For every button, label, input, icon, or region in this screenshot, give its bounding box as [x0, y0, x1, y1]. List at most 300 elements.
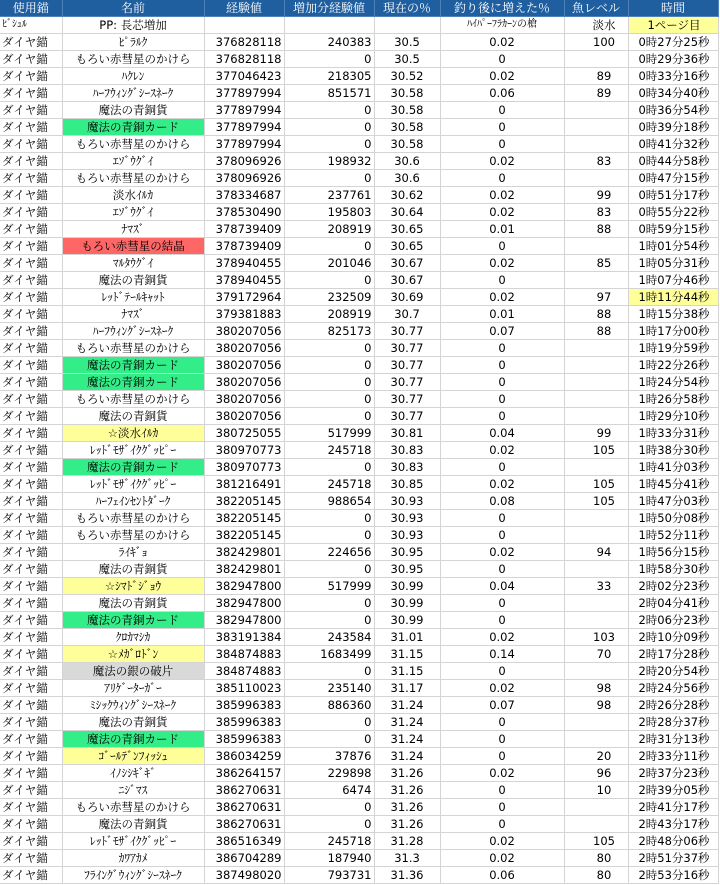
cell-exp-gain[interactable]: 0 — [284, 119, 374, 136]
cell-exp[interactable]: 378096926 — [204, 170, 284, 187]
cell-time[interactable]: 0時39分18秒 — [628, 119, 718, 136]
cell-name[interactable]: 魔法の青銅カード — [62, 612, 204, 629]
cell-rod[interactable]: ダイヤ錨 — [0, 799, 62, 816]
cell-current-percent[interactable]: 30.65 — [374, 221, 440, 238]
cell-time[interactable]: 1時07分46秒 — [628, 272, 718, 289]
cell-current-percent[interactable]: 30.83 — [374, 442, 440, 459]
cell-fish-level[interactable] — [564, 340, 628, 357]
cell-fish-level[interactable] — [564, 731, 628, 748]
cell-percent-gain[interactable]: 0 — [440, 561, 564, 578]
cell-exp[interactable]: 382947800 — [204, 612, 284, 629]
cell-name[interactable]: ｶﾜｱｶﾒ — [62, 850, 204, 867]
cell-fish-level[interactable] — [564, 510, 628, 527]
cell-percent-gain[interactable]: 0 — [440, 748, 564, 765]
cell-exp[interactable]: 380207056 — [204, 340, 284, 357]
cell-exp-gain[interactable]: 0 — [284, 527, 374, 544]
cell-fish-level[interactable] — [564, 102, 628, 119]
cell-current-percent[interactable]: 30.83 — [374, 459, 440, 476]
cell-percent-gain[interactable]: 0 — [440, 357, 564, 374]
cell-current-percent[interactable]: 31.15 — [374, 646, 440, 663]
cell-rod[interactable]: ダイヤ錨 — [0, 323, 62, 340]
cell-fish-level[interactable] — [564, 357, 628, 374]
cell-fish-level[interactable] — [564, 714, 628, 731]
cell-current-percent[interactable]: 30.93 — [374, 527, 440, 544]
cell-current-percent[interactable]: 30.77 — [374, 340, 440, 357]
cell-name[interactable]: もろい赤彗星のかけら — [62, 510, 204, 527]
cell-name[interactable]: ｲﾉｼｼｷﾞｷﾞ — [62, 765, 204, 782]
cell-exp-gain[interactable]: 218305 — [284, 68, 374, 85]
cell-exp[interactable]: 386516349 — [204, 833, 284, 850]
cell-current-percent[interactable]: 31.24 — [374, 697, 440, 714]
header-exp[interactable]: 経験値 — [204, 0, 284, 17]
cell-name[interactable]: ﾆｼﾞﾏｽ — [62, 782, 204, 799]
cell-rod[interactable]: ダイヤ錨 — [0, 374, 62, 391]
cell-exp[interactable]: 384874883 — [204, 663, 284, 680]
cell-fish-level[interactable]: 97 — [564, 289, 628, 306]
cell-exp-gain[interactable]: 793731 — [284, 867, 374, 884]
cell-current-percent[interactable]: 30.62 — [374, 187, 440, 204]
cell-rod[interactable]: ダイヤ錨 — [0, 255, 62, 272]
cell-time[interactable]: 1時33分31秒 — [628, 425, 718, 442]
cell-exp-gain[interactable]: 825173 — [284, 323, 374, 340]
cell-fish-level[interactable]: 88 — [564, 323, 628, 340]
cell-rod[interactable]: ダイヤ錨 — [0, 119, 62, 136]
cell-exp-gain[interactable]: 0 — [284, 357, 374, 374]
cell-time[interactable]: 1時22分26秒 — [628, 357, 718, 374]
cell-exp[interactable]: 386270631 — [204, 799, 284, 816]
cell-fish-level[interactable]: 89 — [564, 85, 628, 102]
cell-name[interactable]: ☆淡水ｲﾙｶ — [62, 425, 204, 442]
subheader-lure[interactable]: ﾋﾞｼｭﾙ — [0, 17, 62, 34]
cell-percent-gain[interactable]: 0 — [440, 170, 564, 187]
cell-percent-gain[interactable]: 0.02 — [440, 34, 564, 51]
cell-exp[interactable]: 379172964 — [204, 289, 284, 306]
cell-percent-gain[interactable]: 0 — [440, 408, 564, 425]
cell-rod[interactable]: ダイヤ錨 — [0, 459, 62, 476]
cell-exp-gain[interactable]: 0 — [284, 799, 374, 816]
cell-exp[interactable]: 382205145 — [204, 510, 284, 527]
cell-rod[interactable]: ダイヤ錨 — [0, 238, 62, 255]
cell-current-percent[interactable]: 30.64 — [374, 204, 440, 221]
cell-rod[interactable]: ダイヤ錨 — [0, 493, 62, 510]
cell-name[interactable]: ﾏﾙﾀｳｸﾞｲ — [62, 255, 204, 272]
cell-fish-level[interactable]: 105 — [564, 833, 628, 850]
cell-percent-gain[interactable]: 0 — [440, 119, 564, 136]
cell-name[interactable]: ﾊｰﾌｳｨﾝｸﾞｼｰｽﾈｰｸ — [62, 85, 204, 102]
cell-fish-level[interactable]: 98 — [564, 680, 628, 697]
cell-exp[interactable]: 385996383 — [204, 714, 284, 731]
cell-name[interactable]: ｺﾞｰﾙﾃﾞﾝﾌｨｯｼｭ — [62, 748, 204, 765]
cell-time[interactable]: 0時55分22秒 — [628, 204, 718, 221]
cell-current-percent[interactable]: 31.17 — [374, 680, 440, 697]
cell-fish-level[interactable]: 100 — [564, 34, 628, 51]
cell-exp[interactable]: 386034259 — [204, 748, 284, 765]
cell-exp[interactable]: 383191384 — [204, 629, 284, 646]
header-rod[interactable]: 使用錨 — [0, 0, 62, 17]
cell-fish-level[interactable] — [564, 595, 628, 612]
cell-current-percent[interactable]: 30.58 — [374, 136, 440, 153]
cell-exp-gain[interactable]: 0 — [284, 170, 374, 187]
cell-current-percent[interactable]: 30.99 — [374, 578, 440, 595]
cell-percent-gain[interactable]: 0 — [440, 612, 564, 629]
cell-rod[interactable]: ダイヤ錨 — [0, 850, 62, 867]
cell-current-percent[interactable]: 30.77 — [374, 357, 440, 374]
cell-exp-gain[interactable]: 201046 — [284, 255, 374, 272]
cell-fish-level[interactable]: 70 — [564, 646, 628, 663]
cell-rod[interactable]: ダイヤ錨 — [0, 816, 62, 833]
cell-exp-gain[interactable]: 37876 — [284, 748, 374, 765]
cell-exp[interactable]: 380725055 — [204, 425, 284, 442]
header-percent-gain[interactable]: 釣り後に増えた％ — [440, 0, 564, 17]
cell-exp-gain[interactable]: 517999 — [284, 425, 374, 442]
cell-name[interactable]: もろい赤彗星のかけら — [62, 799, 204, 816]
header-exp-gain[interactable]: 増加分経験値 — [284, 0, 374, 17]
cell-name[interactable]: ｴｿﾞｳｸﾞｲ — [62, 153, 204, 170]
cell-time[interactable]: 2時39分05秒 — [628, 782, 718, 799]
cell-rod[interactable]: ダイヤ錨 — [0, 170, 62, 187]
cell-percent-gain[interactable]: 0 — [440, 391, 564, 408]
cell-name[interactable]: ﾌﾗｲﾝｸﾞｳｨﾝｸﾞｼｰｽﾈｰｸ — [62, 867, 204, 884]
cell-time[interactable]: 2時26分28秒 — [628, 697, 718, 714]
cell-name[interactable]: 淡水ｲﾙｶ — [62, 187, 204, 204]
cell-exp-gain[interactable]: 243584 — [284, 629, 374, 646]
cell-exp-gain[interactable]: 229898 — [284, 765, 374, 782]
cell-exp[interactable]: 380207056 — [204, 323, 284, 340]
cell-exp[interactable]: 378096926 — [204, 153, 284, 170]
cell-current-percent[interactable]: 30.58 — [374, 102, 440, 119]
cell-fish-level[interactable]: 103 — [564, 629, 628, 646]
cell-exp-gain[interactable]: 245718 — [284, 833, 374, 850]
cell-percent-gain[interactable]: 0.02 — [440, 629, 564, 646]
cell-percent-gain[interactable]: 0 — [440, 374, 564, 391]
cell-exp[interactable]: 378739409 — [204, 238, 284, 255]
cell-fish-level[interactable] — [564, 136, 628, 153]
cell-rod[interactable]: ダイヤ錨 — [0, 680, 62, 697]
cell-fish-level[interactable] — [564, 459, 628, 476]
cell-exp[interactable]: 377897994 — [204, 136, 284, 153]
cell-percent-gain[interactable]: 0.02 — [440, 187, 564, 204]
cell-percent-gain[interactable]: 0.02 — [440, 680, 564, 697]
cell-current-percent[interactable]: 30.93 — [374, 493, 440, 510]
cell-rod[interactable]: ダイヤ錨 — [0, 612, 62, 629]
cell-exp[interactable]: 385996383 — [204, 697, 284, 714]
cell-exp[interactable]: 387498020 — [204, 867, 284, 884]
cell-fish-level[interactable] — [564, 391, 628, 408]
cell-name[interactable]: 魔法の青銅貨 — [62, 272, 204, 289]
cell-time[interactable]: 1時56分15秒 — [628, 544, 718, 561]
cell-current-percent[interactable]: 30.85 — [374, 476, 440, 493]
cell-percent-gain[interactable]: 0.01 — [440, 306, 564, 323]
cell-exp-gain[interactable]: 886360 — [284, 697, 374, 714]
cell-name[interactable]: ﾋﾟﾗﾙｸ — [62, 34, 204, 51]
cell-exp[interactable]: 386270631 — [204, 782, 284, 799]
cell-current-percent[interactable]: 30.77 — [374, 408, 440, 425]
cell-fish-level[interactable] — [564, 170, 628, 187]
subheader-freshwater[interactable]: 淡水 — [564, 17, 628, 34]
cell-exp-gain[interactable]: 224656 — [284, 544, 374, 561]
cell-exp-gain[interactable]: 0 — [284, 136, 374, 153]
cell-name[interactable]: ﾐｼｯｸｳｨﾝｸﾞｼｰｽﾈｰｸ — [62, 697, 204, 714]
cell-time[interactable]: 0時29分36秒 — [628, 51, 718, 68]
cell-time[interactable]: 1時29分10秒 — [628, 408, 718, 425]
cell-exp[interactable]: 385110023 — [204, 680, 284, 697]
cell-current-percent[interactable]: 30.6 — [374, 170, 440, 187]
header-current-percent[interactable]: 現在の％ — [374, 0, 440, 17]
cell-time[interactable]: 1時01分54秒 — [628, 238, 718, 255]
cell-time[interactable]: 0時34分40秒 — [628, 85, 718, 102]
cell-fish-level[interactable] — [564, 799, 628, 816]
cell-current-percent[interactable]: 31.3 — [374, 850, 440, 867]
cell-name[interactable]: ﾚｯﾄﾞﾓｻﾞｲｸｸﾞｯﾋﾟｰ — [62, 476, 204, 493]
cell-percent-gain[interactable]: 0.02 — [440, 765, 564, 782]
cell-exp[interactable]: 382429801 — [204, 561, 284, 578]
cell-exp-gain[interactable]: 208919 — [284, 221, 374, 238]
cell-exp-gain[interactable]: 0 — [284, 374, 374, 391]
cell-exp[interactable]: 380207056 — [204, 408, 284, 425]
cell-name[interactable]: もろい赤彗星のかけら — [62, 340, 204, 357]
cell-time[interactable]: 1時47分03秒 — [628, 493, 718, 510]
cell-current-percent[interactable]: 31.26 — [374, 765, 440, 782]
cell-current-percent[interactable]: 30.58 — [374, 119, 440, 136]
cell-rod[interactable]: ダイヤ錨 — [0, 408, 62, 425]
cell-exp[interactable]: 378940455 — [204, 272, 284, 289]
cell-exp[interactable]: 384874883 — [204, 646, 284, 663]
cell-exp[interactable]: 380207056 — [204, 357, 284, 374]
cell-percent-gain[interactable]: 0.04 — [440, 425, 564, 442]
cell-time[interactable]: 0時51分17秒 — [628, 187, 718, 204]
cell-exp-gain[interactable]: 245718 — [284, 442, 374, 459]
cell-percent-gain[interactable]: 0.02 — [440, 153, 564, 170]
cell-exp-gain[interactable]: 851571 — [284, 85, 374, 102]
cell-rod[interactable]: ダイヤ錨 — [0, 476, 62, 493]
cell-percent-gain[interactable]: 0 — [440, 51, 564, 68]
cell-current-percent[interactable]: 30.99 — [374, 595, 440, 612]
cell-rod[interactable]: ダイヤ錨 — [0, 204, 62, 221]
cell-time[interactable]: 2時02分23秒 — [628, 578, 718, 595]
cell-name[interactable]: ﾚｯﾄﾞﾓｻﾞｲｸｸﾞｯﾋﾟｰ — [62, 442, 204, 459]
cell-exp[interactable]: 377897994 — [204, 119, 284, 136]
cell-exp[interactable]: 386270631 — [204, 816, 284, 833]
cell-rod[interactable]: ダイヤ錨 — [0, 357, 62, 374]
cell-current-percent[interactable]: 30.6 — [374, 153, 440, 170]
cell-exp[interactable]: 378739409 — [204, 221, 284, 238]
cell-time[interactable]: 1時15分38秒 — [628, 306, 718, 323]
cell-rod[interactable]: ダイヤ錨 — [0, 136, 62, 153]
cell-exp[interactable]: 382947800 — [204, 595, 284, 612]
subheader-spear[interactable]: ﾊｲﾊﾟｰﾌﾗｶｰﾝの槍 — [440, 17, 564, 34]
cell-percent-gain[interactable]: 0 — [440, 510, 564, 527]
cell-exp-gain[interactable]: 0 — [284, 731, 374, 748]
cell-time[interactable]: 1時19分59秒 — [628, 340, 718, 357]
cell-exp[interactable]: 377897994 — [204, 85, 284, 102]
cell-rod[interactable]: ダイヤ錨 — [0, 833, 62, 850]
cell-rod[interactable]: ダイヤ錨 — [0, 442, 62, 459]
cell-rod[interactable]: ダイヤ錨 — [0, 697, 62, 714]
cell-percent-gain[interactable]: 0 — [440, 102, 564, 119]
cell-fish-level[interactable]: 99 — [564, 187, 628, 204]
cell-fish-level[interactable] — [564, 816, 628, 833]
cell-name[interactable]: ☆ｼﾏﾄﾞｼﾞｮｳ — [62, 578, 204, 595]
cell-exp[interactable]: 380970773 — [204, 442, 284, 459]
cell-current-percent[interactable]: 30.69 — [374, 289, 440, 306]
cell-percent-gain[interactable]: 0 — [440, 731, 564, 748]
cell-rod[interactable]: ダイヤ錨 — [0, 34, 62, 51]
cell-percent-gain[interactable]: 0.08 — [440, 493, 564, 510]
subheader-page[interactable]: 1ページ目 — [628, 17, 718, 34]
cell-name[interactable]: 魔法の青銅カード — [62, 731, 204, 748]
cell-rod[interactable]: ダイヤ錨 — [0, 748, 62, 765]
cell-percent-gain[interactable]: 0 — [440, 595, 564, 612]
cell-exp-gain[interactable]: 6474 — [284, 782, 374, 799]
cell-name[interactable]: 魔法の青銅貨 — [62, 816, 204, 833]
cell-exp-gain[interactable]: 517999 — [284, 578, 374, 595]
cell-time[interactable]: 2時17分28秒 — [628, 646, 718, 663]
cell-fish-level[interactable]: 20 — [564, 748, 628, 765]
cell-time[interactable]: 2時06分23秒 — [628, 612, 718, 629]
cell-exp[interactable]: 378940455 — [204, 255, 284, 272]
cell-time[interactable]: 2時10分09秒 — [628, 629, 718, 646]
cell-time[interactable]: 0時47分15秒 — [628, 170, 718, 187]
cell-exp-gain[interactable]: 0 — [284, 340, 374, 357]
cell-time[interactable]: 2時28分37秒 — [628, 714, 718, 731]
cell-fish-level[interactable]: 105 — [564, 442, 628, 459]
cell-current-percent[interactable]: 30.77 — [374, 374, 440, 391]
cell-current-percent[interactable]: 31.26 — [374, 799, 440, 816]
cell-time[interactable]: 2時24分56秒 — [628, 680, 718, 697]
cell-exp[interactable]: 377897994 — [204, 102, 284, 119]
cell-fish-level[interactable]: 105 — [564, 476, 628, 493]
cell-fish-level[interactable]: 88 — [564, 306, 628, 323]
cell-rod[interactable]: ダイヤ錨 — [0, 68, 62, 85]
cell-current-percent[interactable]: 31.26 — [374, 816, 440, 833]
cell-rod[interactable]: ダイヤ錨 — [0, 663, 62, 680]
cell-exp-gain[interactable]: 0 — [284, 408, 374, 425]
cell-current-percent[interactable]: 31.28 — [374, 833, 440, 850]
cell-exp-gain[interactable]: 0 — [284, 51, 374, 68]
cell-percent-gain[interactable]: 0.06 — [440, 867, 564, 884]
cell-name[interactable]: 魔法の青銅貨 — [62, 595, 204, 612]
cell-rod[interactable]: ダイヤ錨 — [0, 272, 62, 289]
cell-exp[interactable]: 380970773 — [204, 459, 284, 476]
cell-current-percent[interactable]: 31.01 — [374, 629, 440, 646]
cell-fish-level[interactable] — [564, 119, 628, 136]
cell-rod[interactable]: ダイヤ錨 — [0, 51, 62, 68]
cell-rod[interactable]: ダイヤ錨 — [0, 544, 62, 561]
cell-current-percent[interactable]: 30.58 — [374, 85, 440, 102]
cell-name[interactable]: ﾊｰﾌｪｲﾝｾﾝﾄﾀﾞｰｸ — [62, 493, 204, 510]
cell-fish-level[interactable]: 80 — [564, 867, 628, 884]
cell-exp-gain[interactable]: 0 — [284, 459, 374, 476]
cell-time[interactable]: 2時31分13秒 — [628, 731, 718, 748]
cell-time[interactable]: 2時51分37秒 — [628, 850, 718, 867]
cell-name[interactable]: もろい赤彗星のかけら — [62, 136, 204, 153]
cell-name[interactable]: ☆ﾒｶﾞﾛﾄﾞﾝ — [62, 646, 204, 663]
cell-fish-level[interactable]: 83 — [564, 204, 628, 221]
cell-fish-level[interactable]: 96 — [564, 765, 628, 782]
cell-fish-level[interactable] — [564, 272, 628, 289]
cell-rod[interactable]: ダイヤ錨 — [0, 187, 62, 204]
cell-rod[interactable]: ダイヤ錨 — [0, 867, 62, 884]
cell-name[interactable]: 魔法の青銅カード — [62, 119, 204, 136]
cell-exp[interactable]: 386264157 — [204, 765, 284, 782]
cell-current-percent[interactable]: 30.65 — [374, 238, 440, 255]
cell-percent-gain[interactable]: 0.02 — [440, 255, 564, 272]
cell-rod[interactable]: ダイヤ錨 — [0, 714, 62, 731]
cell-exp-gain[interactable]: 187940 — [284, 850, 374, 867]
cell-rod[interactable]: ダイヤ錨 — [0, 527, 62, 544]
cell-current-percent[interactable]: 31.24 — [374, 714, 440, 731]
cell-fish-level[interactable] — [564, 238, 628, 255]
cell-rod[interactable]: ダイヤ錨 — [0, 765, 62, 782]
cell-name[interactable]: もろい赤彗星の結晶 — [62, 238, 204, 255]
cell-percent-gain[interactable]: 0.14 — [440, 646, 564, 663]
header-time[interactable]: 時間 — [628, 0, 718, 17]
cell-percent-gain[interactable]: 0 — [440, 527, 564, 544]
cell-time[interactable]: 1時17分00秒 — [628, 323, 718, 340]
cell-fish-level[interactable] — [564, 408, 628, 425]
cell-name[interactable]: ﾚｯﾄﾞﾃｰﾙｷｬｯﾄ — [62, 289, 204, 306]
cell-exp[interactable]: 385996383 — [204, 731, 284, 748]
cell-time[interactable]: 2時04分41秒 — [628, 595, 718, 612]
cell-exp-gain[interactable]: 235140 — [284, 680, 374, 697]
cell-fish-level[interactable]: 98 — [564, 697, 628, 714]
cell-rod[interactable]: ダイヤ錨 — [0, 646, 62, 663]
cell-percent-gain[interactable]: 0.02 — [440, 544, 564, 561]
cell-exp-gain[interactable]: 0 — [284, 272, 374, 289]
cell-current-percent[interactable]: 30.5 — [374, 51, 440, 68]
subheader-pp[interactable]: PP: 長芯増加 — [62, 17, 204, 34]
cell-fish-level[interactable] — [564, 612, 628, 629]
cell-fish-level[interactable]: 33 — [564, 578, 628, 595]
cell-fish-level[interactable]: 83 — [564, 153, 628, 170]
cell-current-percent[interactable]: 31.15 — [374, 663, 440, 680]
cell-exp[interactable]: 382205145 — [204, 527, 284, 544]
cell-percent-gain[interactable]: 0.01 — [440, 221, 564, 238]
cell-fish-level[interactable]: 10 — [564, 782, 628, 799]
cell-rod[interactable]: ダイヤ錨 — [0, 425, 62, 442]
cell-name[interactable]: 魔法の青銅貨 — [62, 408, 204, 425]
cell-exp-gain[interactable]: 198932 — [284, 153, 374, 170]
cell-exp-gain[interactable]: 245718 — [284, 476, 374, 493]
cell-current-percent[interactable]: 31.26 — [374, 782, 440, 799]
cell-exp-gain[interactable]: 0 — [284, 595, 374, 612]
cell-name[interactable]: 魔法の青銅カード — [62, 374, 204, 391]
cell-rod[interactable]: ダイヤ錨 — [0, 289, 62, 306]
cell-current-percent[interactable]: 30.67 — [374, 255, 440, 272]
cell-fish-level[interactable] — [564, 374, 628, 391]
cell-fish-level[interactable]: 85 — [564, 255, 628, 272]
cell-percent-gain[interactable]: 0.02 — [440, 833, 564, 850]
cell-percent-gain[interactable]: 0 — [440, 136, 564, 153]
cell-time[interactable]: 0時44分58秒 — [628, 153, 718, 170]
cell-rod[interactable]: ダイヤ錨 — [0, 731, 62, 748]
cell-exp-gain[interactable]: 0 — [284, 102, 374, 119]
cell-rod[interactable]: ダイヤ錨 — [0, 391, 62, 408]
cell-exp-gain[interactable]: 0 — [284, 612, 374, 629]
cell-fish-level[interactable] — [564, 51, 628, 68]
cell-exp[interactable]: 377046423 — [204, 68, 284, 85]
cell-exp-gain[interactable]: 1683499 — [284, 646, 374, 663]
cell-time[interactable]: 0時36分54秒 — [628, 102, 718, 119]
cell-percent-gain[interactable]: 0 — [440, 714, 564, 731]
cell-exp[interactable]: 381216491 — [204, 476, 284, 493]
cell-percent-gain[interactable]: 0.06 — [440, 85, 564, 102]
cell-time[interactable]: 2時20分54秒 — [628, 663, 718, 680]
cell-percent-gain[interactable]: 0.07 — [440, 323, 564, 340]
cell-fish-level[interactable] — [564, 527, 628, 544]
cell-exp-gain[interactable]: 0 — [284, 663, 374, 680]
cell-percent-gain[interactable]: 0 — [440, 816, 564, 833]
